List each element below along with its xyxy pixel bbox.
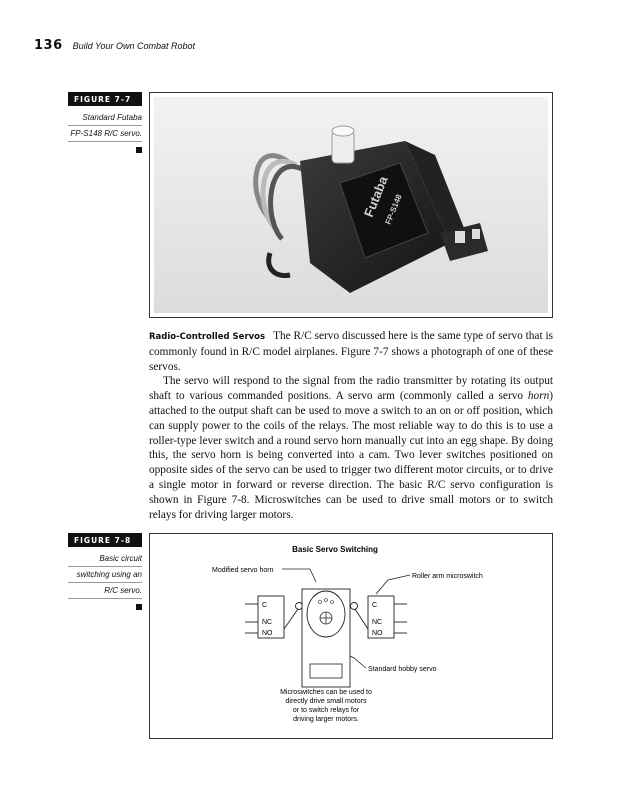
figure-7-7-caption-block bbox=[68, 92, 142, 153]
caption-line: R/C servo. bbox=[68, 583, 142, 599]
emphasis-horn: horn bbox=[527, 390, 550, 403]
diagram-note-line: driving larger motors. bbox=[293, 716, 359, 723]
left-switch-nc: NC bbox=[262, 619, 273, 626]
running-header bbox=[34, 38, 195, 58]
figure-7-8-diagram-frame bbox=[149, 533, 553, 739]
left-switch-no: NO bbox=[262, 630, 273, 637]
label-standard-hobby-servo: Standard hobby servo bbox=[368, 666, 437, 673]
figure-7-7-label: FIGURE 7-7 bbox=[68, 92, 142, 106]
leader-line bbox=[376, 575, 410, 594]
paragraph-2 bbox=[149, 374, 553, 522]
diagram-note-line: or to switch relays for bbox=[292, 707, 360, 714]
figure-7-8-caption-block bbox=[68, 533, 142, 610]
photo-model-label: FP-S148 bbox=[383, 193, 404, 226]
diagram-note-line: directly drive small motors bbox=[285, 698, 367, 705]
label-modified-servo-horn: Modified servo horn bbox=[212, 567, 274, 574]
body-text bbox=[149, 329, 553, 522]
servo-switching-diagram bbox=[150, 534, 552, 738]
diagram-note-line: Microswitches can be used to bbox=[280, 689, 372, 696]
figure-7-8-label: FIGURE 7-8 bbox=[68, 533, 142, 547]
left-switch-c: C bbox=[262, 602, 268, 609]
right-switch-c: C bbox=[372, 602, 378, 609]
caption-line: switching using an bbox=[68, 567, 142, 583]
caption-line: Basic circuit bbox=[68, 551, 142, 567]
run-in-heading: Radio-Controlled Servos bbox=[149, 332, 266, 342]
caption-line: FP-S148 R/C servo. bbox=[68, 126, 142, 142]
end-marker-square bbox=[136, 604, 142, 610]
figure-7-7-caption bbox=[68, 110, 142, 142]
photo-brand-label: Futaba bbox=[360, 173, 391, 220]
diagram-title: Basic Servo Switching bbox=[292, 545, 378, 554]
figure-7-8-caption bbox=[68, 551, 142, 599]
paragraph-1-text: The R/C servo discussed here is the same type of servo that is commonly found in R/C model airplanes. Figure 7-7 shows a photograph of one of these servos. bbox=[149, 330, 553, 373]
caption-line: Standard Futaba bbox=[68, 110, 142, 126]
right-switch-nc: NC bbox=[372, 619, 383, 626]
paragraph-2-text-b: ) attached to the output shaft can be used to move a switch to an on or off position, which can supply power to the coils of the relays. The most reliable way to do this is to use a roller-type lever switch and a round servo horn manually cut into an egg shape. By doing this, the servo horn is being converted into a cam. Two lever switches positioned on opposite sides of the servo can be used to trigger two different motor circuits, or to drive a single motor in forward or reverse direction. The basic R/C servo configuration is shown in Figure 7-8. Microswitches can be used to drive small motors or to switch relays for driving larger motors. bbox=[149, 390, 553, 521]
paragraph-2-text-a: The servo will respond to the signal from the radio transmitter by rotating its output shaft to various commanded positions. A servo arm (commonly called a servo bbox=[149, 375, 553, 403]
end-marker-square bbox=[136, 147, 142, 153]
right-switch-no: NO bbox=[372, 630, 383, 637]
page-number: 136 bbox=[34, 38, 63, 53]
running-title: Build Your Own Combat Robot bbox=[72, 41, 196, 51]
figure-7-7-photo-frame bbox=[149, 92, 553, 318]
paragraph-1 bbox=[149, 329, 553, 374]
leader-line bbox=[350, 656, 366, 668]
label-roller-arm-microswitch: Roller arm microswitch bbox=[412, 573, 483, 580]
servo-photo-illustration bbox=[150, 93, 552, 317]
leader-line bbox=[282, 569, 316, 582]
